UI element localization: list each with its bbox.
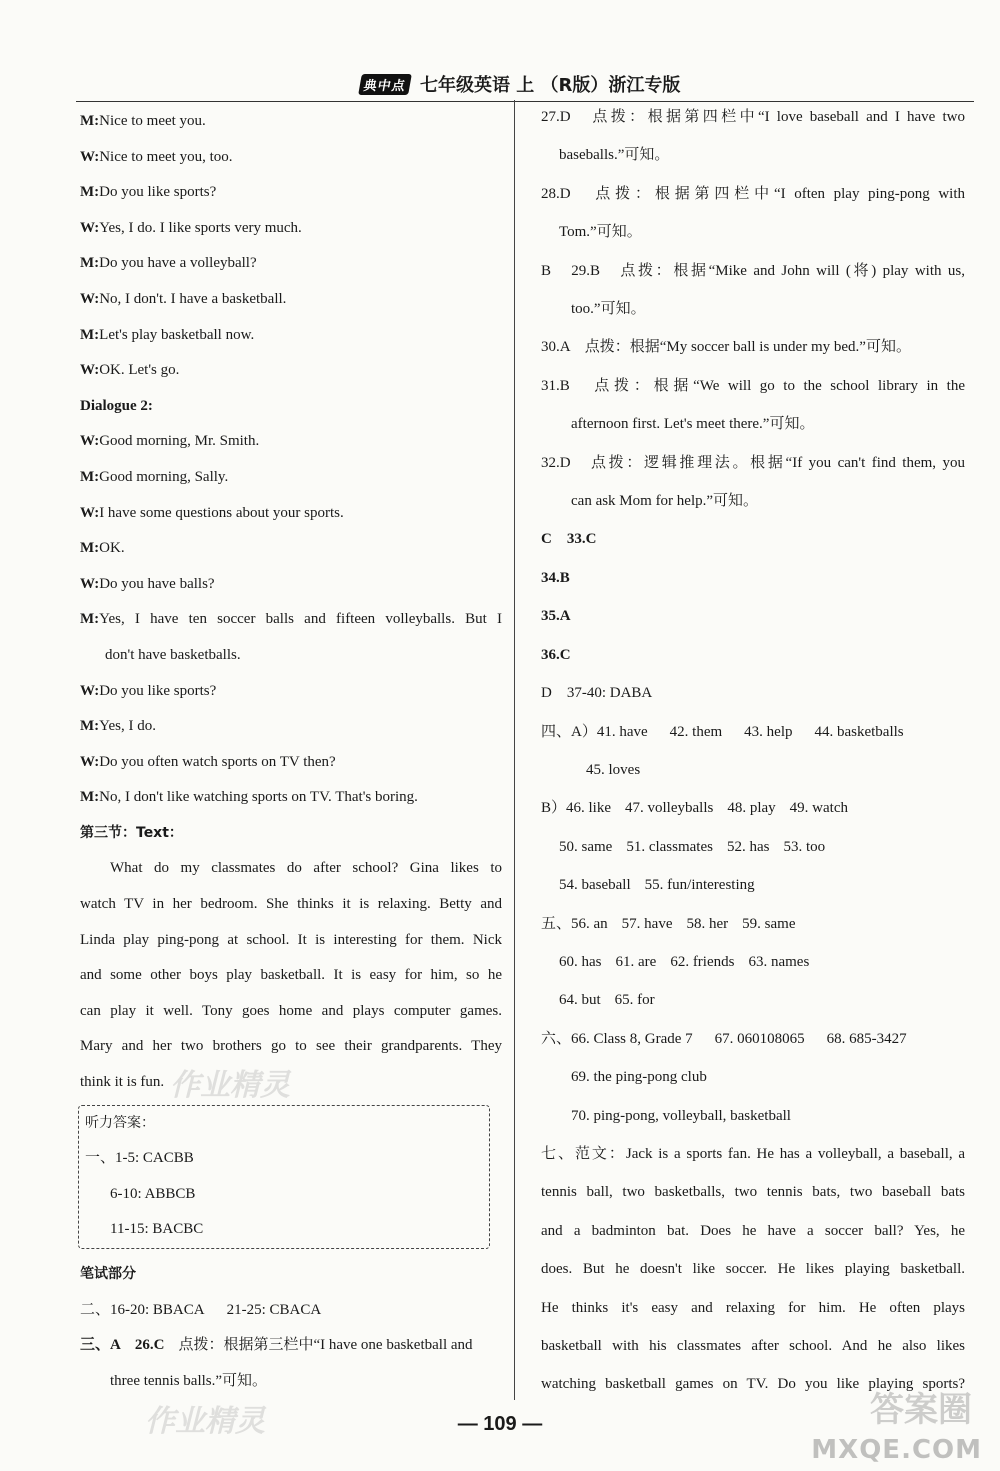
answer-line: 六、66. Class 8, Grade 7 67. 060108065 68. 685-3427 — [541, 1030, 907, 1047]
dialogue-line: W:Nice to meet you, too. — [80, 148, 233, 165]
text-paragraph-line: and some other boys play basketball. It is easy for him, so he — [80, 967, 502, 984]
dialogue-line: W:Good morning, Mr. Smith. — [80, 433, 260, 450]
text-paragraph-line: watch TV in her bedroom. She thinks it is relaxing. Betty and — [80, 896, 502, 913]
text-paragraph-line: think it is fun. — [80, 1074, 165, 1091]
answer-line: 三、A 26.C 点拨：根据第三栏中“I have one basketball and — [80, 1337, 473, 1354]
dialogue-line: W:No, I don't. I have a basketball. — [80, 290, 287, 307]
answer-line: 27.D 点拨：根据第四栏中“I love baseball and I have two — [541, 109, 965, 125]
answer-line: 60. has 61. are 62. friends 63. names — [559, 953, 810, 970]
dialogue-line: M:Let's play basketball now. — [80, 326, 255, 343]
dialogue-line: W:OK. Let's go. — [80, 362, 180, 379]
listening-answers-line: 一、1-5: CACBB — [85, 1150, 194, 1167]
essay-line: watching basketball games on TV. Do you like playing sports? — [541, 1376, 965, 1393]
answer-line: 28.D 点拨：根据第四栏中“I often play ping-pong with — [541, 185, 965, 202]
listening-answers-title: 听力答案： — [85, 1114, 155, 1131]
text-paragraph-line: can play it well. Tony goes home and plays computer games. — [80, 1002, 502, 1019]
answer-line: C 33.C — [541, 531, 597, 548]
answer-line: 34.B — [541, 569, 570, 586]
section-3-heading: 第三节：Text： — [80, 824, 183, 841]
answer-line: B 29.B 点拨：根据“Mike and John will (将) play with us, — [541, 262, 965, 279]
watermark-site: MXQE.COM — [811, 1435, 982, 1465]
written-section-heading: 笔试部分 — [80, 1266, 136, 1282]
essay-line: basketball with his classmates after school. And he also likes — [541, 1338, 965, 1354]
answer-line-continued: three tennis balls.”可知。 — [110, 1372, 268, 1389]
dialogue-line: W:I have some questions about your sports. — [80, 504, 344, 521]
text-paragraph-line: Mary and her two brothers go to see their grandparents. They — [80, 1038, 502, 1055]
answer-line: 二、16-20: BBACA 21-25: CBACA — [80, 1301, 322, 1318]
answer-line: 35.A — [541, 608, 571, 625]
dialogue-line: W:Do you have balls? — [80, 575, 215, 592]
answer-line: 四、A）41. have 42. them 43. help 44. basketballs — [541, 723, 904, 740]
answer-line: 69. the ping-pong club — [571, 1069, 707, 1086]
answer-line: D 37-40: DABA — [541, 685, 653, 702]
text-paragraph-line: Linda play ping-pong at school. It is interesting for them. Nick — [80, 931, 502, 948]
text-paragraph-line: What do my classmates do after school? Gina likes to — [110, 860, 502, 877]
answer-line: 32.D 点拨：逻辑推理法。根据“If you can't find them, you — [541, 454, 965, 471]
answer-line: 64. but 65. for — [559, 992, 655, 1009]
column-divider — [514, 100, 515, 1400]
dialogue-line: M:Yes, I do. — [80, 718, 156, 735]
book-title: 七年级英语 上 （R版）浙江专版 — [420, 75, 681, 96]
dialogue-line: W:Yes, I do. I like sports very much. — [80, 219, 302, 236]
answer-line-continued: baseballs.”可知。 — [559, 147, 670, 164]
dialogue-line: M:Good morning, Sally. — [80, 468, 229, 485]
dialogue-2-heading: Dialogue 2: — [80, 397, 153, 414]
answer-line: 45. loves — [586, 761, 641, 778]
answer-line: 54. baseball 55. fun/interesting — [559, 877, 755, 894]
answer-line: 30.A 点拨：根据“My soccer ball is under my bed.”可知。 — [541, 339, 911, 356]
essay-line: and a badminton bat. Does he have a soccer ball? Yes, he — [541, 1222, 965, 1239]
essay-line: tennis ball, two basketballs, two tennis bats, two baseball bats — [541, 1184, 965, 1201]
publisher-logo: 典中点 — [358, 74, 412, 95]
answer-line: 36.C — [541, 646, 571, 663]
answer-line-continued: Tom.”可知。 — [559, 224, 642, 241]
essay-line: He thinks it's easy and relaxing for him. He often plays — [541, 1299, 965, 1316]
answer-line: 五、56. an 57. have 58. her 59. same — [541, 915, 796, 932]
dialogue-line: W:Do you often watch sports on TV then? — [80, 753, 336, 770]
dialogue-line: M:Nice to meet you. — [80, 113, 206, 129]
dialogue-line-continued: don't have basketballs. — [105, 646, 241, 663]
watermark-stamp: 作业精灵 — [170, 1068, 290, 1103]
answer-line: 50. same 51. classmates 52. has 53. too — [559, 838, 826, 855]
dialogue-line: M:Do you have a volleyball? — [80, 255, 257, 272]
dialogue-line: M:No, I don't like watching sports on TV. That's boring. — [80, 789, 418, 806]
dialogue-line: M:Do you like sports? — [80, 184, 217, 201]
watermark-stamp: 作业精灵 — [145, 1404, 265, 1439]
listening-answers-line: 11-15: BACBC — [110, 1221, 204, 1238]
answer-line: 31.B 点拨：根据“We will go to the school library in the — [541, 377, 965, 394]
dialogue-line: M:Yes, I have ten soccer balls and fifteen volleyballs. But I — [80, 611, 502, 628]
left-column — [80, 104, 502, 1399]
answer-line-continued: can ask Mom for help.”可知。 — [571, 493, 759, 510]
answer-line: 70. ping-pong, volleyball, basketball — [571, 1107, 791, 1124]
listening-answers-line: 6-10: ABBCB — [110, 1185, 196, 1202]
dialogue-line: W:Do you like sports? — [80, 682, 217, 699]
dialogue-line: M:OK. — [80, 540, 125, 557]
page-number: — 109 — — [457, 1413, 543, 1435]
right-column — [541, 98, 965, 1404]
essay-line: does. But he doesn't like soccer. He likes playing basketball. — [541, 1261, 965, 1278]
answer-line-continued: too.”可知。 — [571, 301, 646, 318]
listening-answers-box — [78, 1105, 490, 1249]
answer-line: B）46. like 47. volleyballs 48. play 49. watch — [541, 800, 848, 817]
answer-line-continued: afternoon first. Let's meet there.”可知。 — [571, 416, 815, 433]
watermark-seal: 答案圈 — [870, 1390, 972, 1430]
essay-line: 七、范文：Jack is a sports fan. He has a volleyball, a baseball, a — [541, 1145, 965, 1162]
